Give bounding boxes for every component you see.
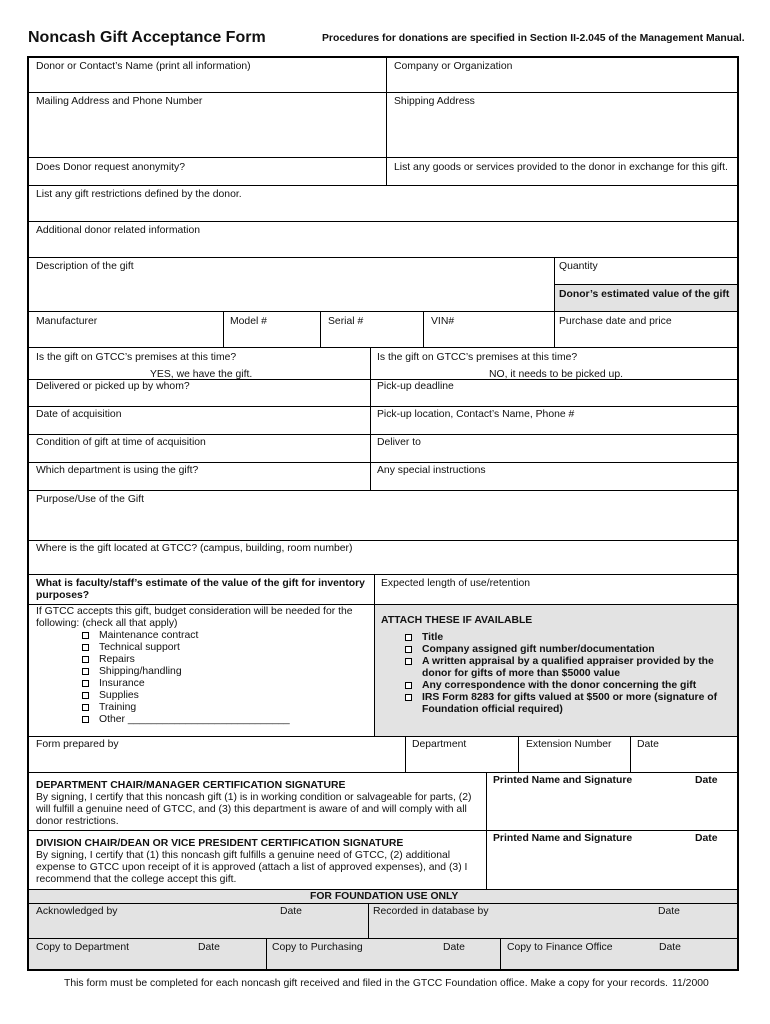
delivered-by-label: Delivered or picked up by whom?: [36, 381, 190, 392]
mailing-address-label: Mailing Address and Phone Number: [36, 96, 203, 107]
attach-item: IRS Form 8283 for gifts valued at $500 or more (signature of Foundation official required): [405, 692, 730, 716]
prepared-date-label: Date: [637, 739, 659, 750]
premises-question-left: Is the gift on GTCC’s premises at this time?: [36, 352, 237, 363]
foundation-heading: FOR FOUNDATION USE ONLY: [310, 891, 459, 902]
budget-item: Training: [82, 702, 290, 714]
prepared-by-label: Form prepared by: [36, 739, 119, 750]
budget-item: Insurance: [82, 678, 290, 690]
faculty-estimate-label: What is faculty/staff’s estimate of the value of the gift for inventory purposes?: [36, 578, 365, 601]
goods-services-label: List any goods or services provided to the donor in exchange for this gift.: [394, 162, 728, 173]
department-using-label: Which department is using the gift?: [36, 465, 199, 476]
checkbox-icon[interactable]: [405, 634, 412, 641]
prepared-department-label: Department: [412, 739, 467, 750]
revision-date: 11/2000: [672, 978, 709, 989]
purchase-label: Purchase date and price: [559, 316, 672, 327]
gift-description-label: Description of the gift: [36, 261, 134, 272]
condition-label: Condition of gift at time of acquisition: [36, 437, 206, 448]
division-date-label: Date: [695, 833, 718, 844]
checkbox-icon[interactable]: [82, 632, 89, 639]
checkbox-icon[interactable]: [82, 704, 89, 711]
budget-item: Supplies: [82, 690, 290, 702]
gift-restrictions-label: List any gift restrictions defined by the donor.: [36, 189, 242, 200]
acquisition-date-label: Date of acquisition: [36, 409, 122, 420]
dept-chair-heading: DEPARTMENT CHAIR/MANAGER CERTIFICATION SIGNATURE: [36, 780, 346, 791]
attach-item: Title: [405, 632, 730, 644]
shipping-address-label: Shipping Address: [394, 96, 475, 107]
serial-label: Serial #: [328, 316, 364, 327]
footer-note: This form must be completed for each noncash gift received and filed in the GTCC Foundation office. Make a copy for your records.: [64, 978, 668, 989]
form-title: Noncash Gift Acceptance Form: [28, 29, 266, 46]
dept-printed-name-label: Printed Name and Signature: [493, 775, 633, 786]
dept-date-label: Date: [695, 775, 718, 786]
division-chair-text: By signing, I certify that (1) this noncash gift fulfills a genuine need of GTCC, (2) additional expense to GTCC upon receipt of it is approved (attach a list of approved expenses), and (3) I recommend that the college accept this gift.: [36, 850, 468, 885]
checkbox-icon[interactable]: [82, 644, 89, 651]
company-label: Company or Organization: [394, 61, 513, 72]
division-printed-name-label: Printed Name and Signature: [493, 833, 633, 844]
pickup-location-label: Pick-up location, Contact’s Name, Phone #: [377, 409, 575, 420]
recorded-by-label: Recorded in database by: [373, 906, 489, 917]
donor-name-label: Donor or Contact’s Name (print all information): [36, 61, 251, 72]
checkbox-icon[interactable]: [405, 646, 412, 653]
copy-to-finance-label: Copy to Finance Office: [507, 942, 613, 953]
attach-heading: ATTACH THESE IF AVAILABLE: [381, 615, 533, 626]
foundation-date-2: Date: [658, 906, 680, 917]
attach-item: A written appraisal by a qualified appraiser provided by the donor for gifts of more than $5000 value: [405, 656, 730, 680]
acknowledged-by-label: Acknowledged by: [36, 906, 118, 917]
premises-question-right: Is the gift on GTCC’s premises at this time?: [377, 352, 578, 363]
checkbox-icon[interactable]: [405, 682, 412, 689]
vin-label: VIN#: [431, 316, 455, 327]
deliver-to-label: Deliver to: [377, 437, 421, 448]
estimated-value-label: Donor’s estimated value of the gift: [559, 289, 730, 300]
budget-item: Repairs: [82, 654, 290, 666]
manufacturer-label: Manufacturer: [36, 316, 98, 327]
foundation-date-1: Date: [280, 906, 302, 917]
foundation-date-5: Date: [659, 942, 681, 953]
attach-list: [405, 632, 730, 716]
budget-item: Technical support: [82, 642, 290, 654]
budget-item: Maintenance contract: [82, 630, 290, 642]
checkbox-icon[interactable]: [82, 692, 89, 699]
budget-item: Other ____________________________: [82, 714, 290, 726]
checkbox-icon[interactable]: [82, 716, 89, 723]
extension-label: Extension Number: [526, 739, 612, 750]
foundation-date-4: Date: [443, 942, 465, 953]
anonymity-label: Does Donor request anonymity?: [36, 162, 186, 173]
copy-to-purchasing-label: Copy to Purchasing: [272, 942, 363, 953]
yes-have-gift: YES, we have the gift.: [150, 369, 253, 380]
budget-item: Shipping/handling: [82, 666, 290, 678]
model-label: Model #: [230, 316, 267, 327]
checkbox-icon[interactable]: [405, 658, 412, 665]
no-pickup-needed: NO, it needs to be picked up.: [489, 369, 624, 380]
budget-checklist: [82, 630, 290, 726]
pickup-deadline-label: Pick-up deadline: [377, 381, 454, 392]
budget-intro: If GTCC accepts this gift, budget consideration will be needed for the following: (check all that apply): [36, 606, 353, 629]
procedures-note: Procedures for donations are specified in Section II-2.045 of the Management Manual.: [322, 33, 745, 44]
dept-chair-text: By signing, I certify that this noncash gift (1) is in working condition or salvageable for parts, (2) will fulfill a genuine need of GTCC, and (3) this department is aware of and will comply with all donor restrictions.: [36, 792, 472, 827]
attach-item: Company assigned gift number/documentation: [405, 644, 730, 656]
expected-length-label: Expected length of use/retention: [381, 578, 531, 589]
division-chair-heading: DIVISION CHAIR/DEAN OR VICE PRESIDENT CERTIFICATION SIGNATURE: [36, 838, 404, 849]
foundation-date-3: Date: [198, 942, 220, 953]
gift-location-label: Where is the gift located at GTCC? (campus, building, room number): [36, 543, 353, 554]
checkbox-icon[interactable]: [82, 656, 89, 663]
purpose-label: Purpose/Use of the Gift: [36, 494, 145, 505]
quantity-label: Quantity: [559, 261, 598, 272]
checkbox-icon[interactable]: [82, 668, 89, 675]
checkbox-icon[interactable]: [405, 694, 412, 701]
additional-info-label: Additional donor related information: [36, 225, 201, 236]
copy-to-department-label: Copy to Department: [36, 942, 129, 953]
special-instructions-label: Any special instructions: [377, 465, 486, 476]
checkbox-icon[interactable]: [82, 680, 89, 687]
attach-item: Any correspondence with the donor concerning the gift: [405, 680, 730, 692]
